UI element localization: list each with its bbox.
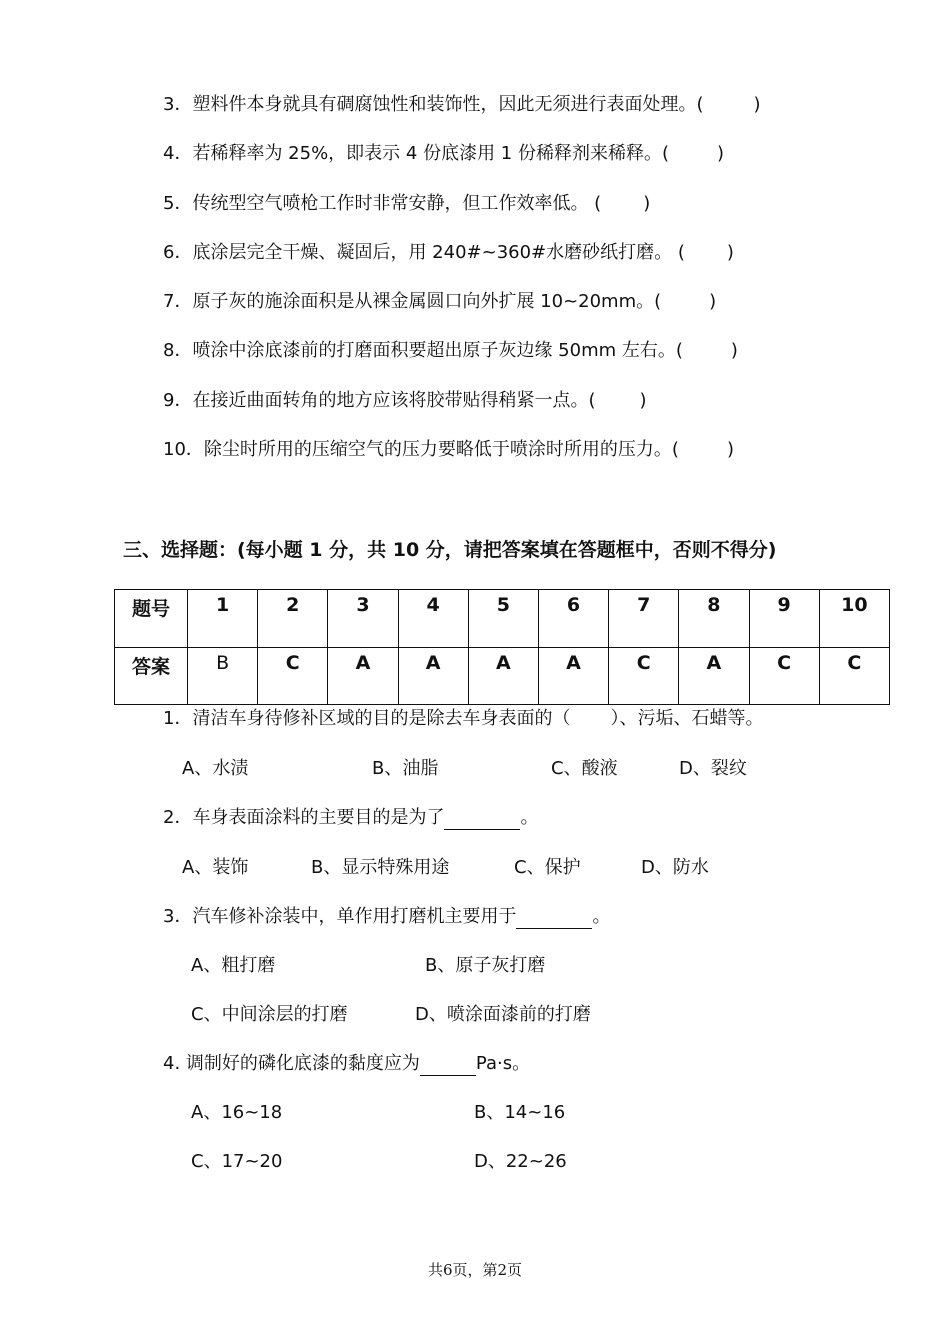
table-number-cell: 6 [538, 590, 608, 648]
tf-question-3: 3．塑料件本身就具有碉腐蚀性和装饰性，因此无须进行表面处理。( ) [163, 94, 761, 115]
mc-question-1: 1．清洁车身待修补区域的目的是除去车身表面的（ ）、污垢、石蜡等。 [163, 708, 764, 729]
section-title-multiple-choice: 三、选择题：(每小题 1 分，共 10 分，请把答案填在答题框中，否则不得分) [123, 539, 777, 561]
table-number-cell: 4 [398, 590, 468, 648]
mc-question-2: 2．车身表面涂料的主要目的是为了 。 [163, 807, 539, 828]
table-header-answer: 答案 [115, 647, 188, 705]
table-answer-cell: A [398, 647, 468, 705]
mc-q1-option-b: B、油脂 [372, 758, 439, 779]
mc-q2-option-a: A、装饰 [182, 857, 249, 878]
mc-q1-option-c: C、酸液 [551, 758, 618, 779]
table-answer-cell: C [609, 647, 679, 705]
mc-q4-option-c: C、17~20 [191, 1151, 283, 1172]
tf-question-4: 4．若稀释率为 25%，即表示 4 份底漆用 1 份稀释剂来稀释。( ) [163, 143, 725, 164]
table-answer-cell: C [749, 647, 819, 705]
tf-question-6: 6．底涂层完全干燥、凝固后，用 240#~360#水磨砂纸打磨。 ( ) [163, 242, 734, 263]
tf-question-8: 8．喷涂中涂底漆前的打磨面积要超出原子灰边缘 50mm 左右。( ) [163, 340, 738, 361]
mc-q2-option-d: D、防水 [641, 857, 709, 878]
tf-question-9: 9．在接近曲面转角的地方应该将胶带贴得稍紧一点。( ) [163, 390, 647, 411]
table-number-cell: 3 [328, 590, 398, 648]
mc-q2-option-b: B、显示特殊用途 [311, 857, 450, 878]
table-answer-cell: B [188, 647, 258, 705]
table-number-cell: 9 [749, 590, 819, 648]
table-answer-cell: A [538, 647, 608, 705]
tf-question-5: 5．传统型空气喷枪工作时非常安静，但工作效率低。 ( ) [163, 193, 651, 214]
table-number-cell: 5 [468, 590, 538, 648]
table-answer-cell: C [819, 647, 889, 705]
answer-table-answer-row [115, 647, 890, 705]
answer-table-number-row [115, 590, 890, 648]
mc-question-4: 4. 调制好的磷化底漆的黏度应为 Pa·s。 [163, 1053, 531, 1074]
table-number-cell: 10 [819, 590, 889, 648]
mc-q3-option-b: B、原子灰打磨 [425, 955, 546, 976]
mc-q4-option-b: B、14~16 [474, 1102, 566, 1123]
answer-table [114, 589, 890, 705]
mc-q4-option-d: D、22~26 [474, 1151, 567, 1172]
table-number-cell: 2 [258, 590, 328, 648]
page-footer: 共6页，第2页 [427, 1261, 523, 1279]
mc-q2-option-c: C、保护 [514, 857, 581, 878]
mc-question-3: 3．汽车修补涂装中，单作用打磨机主要用于 。 [163, 906, 611, 927]
tf-question-10: 10．除尘时所用的压缩空气的压力要略低于喷涂时所用的压力。( ) [163, 439, 734, 460]
table-header-number: 题号 [115, 590, 188, 648]
table-answer-cell: A [679, 647, 749, 705]
answer-blank [516, 908, 592, 929]
tf-question-7: 7．原子灰的施涂面积是从裸金属圆口向外扩展 10~20mm。( ) [163, 291, 717, 312]
answer-blank [420, 1055, 476, 1076]
table-number-cell: 1 [188, 590, 258, 648]
table-number-cell: 7 [609, 590, 679, 648]
table-answer-cell: C [258, 647, 328, 705]
table-answer-cell: A [468, 647, 538, 705]
mc-q3-option-c: C、中间涂层的打磨 [191, 1004, 348, 1025]
table-answer-cell: A [328, 647, 398, 705]
mc-q4-option-a: A、16~18 [191, 1102, 283, 1123]
answer-blank [444, 809, 520, 830]
mc-q3-option-a: A、粗打磨 [191, 955, 276, 976]
table-number-cell: 8 [679, 590, 749, 648]
mc-q1-option-d: D、裂纹 [679, 758, 747, 779]
mc-q3-option-d: D、喷涂面漆前的打磨 [415, 1004, 591, 1025]
mc-q1-option-a: A、水渍 [182, 758, 249, 779]
